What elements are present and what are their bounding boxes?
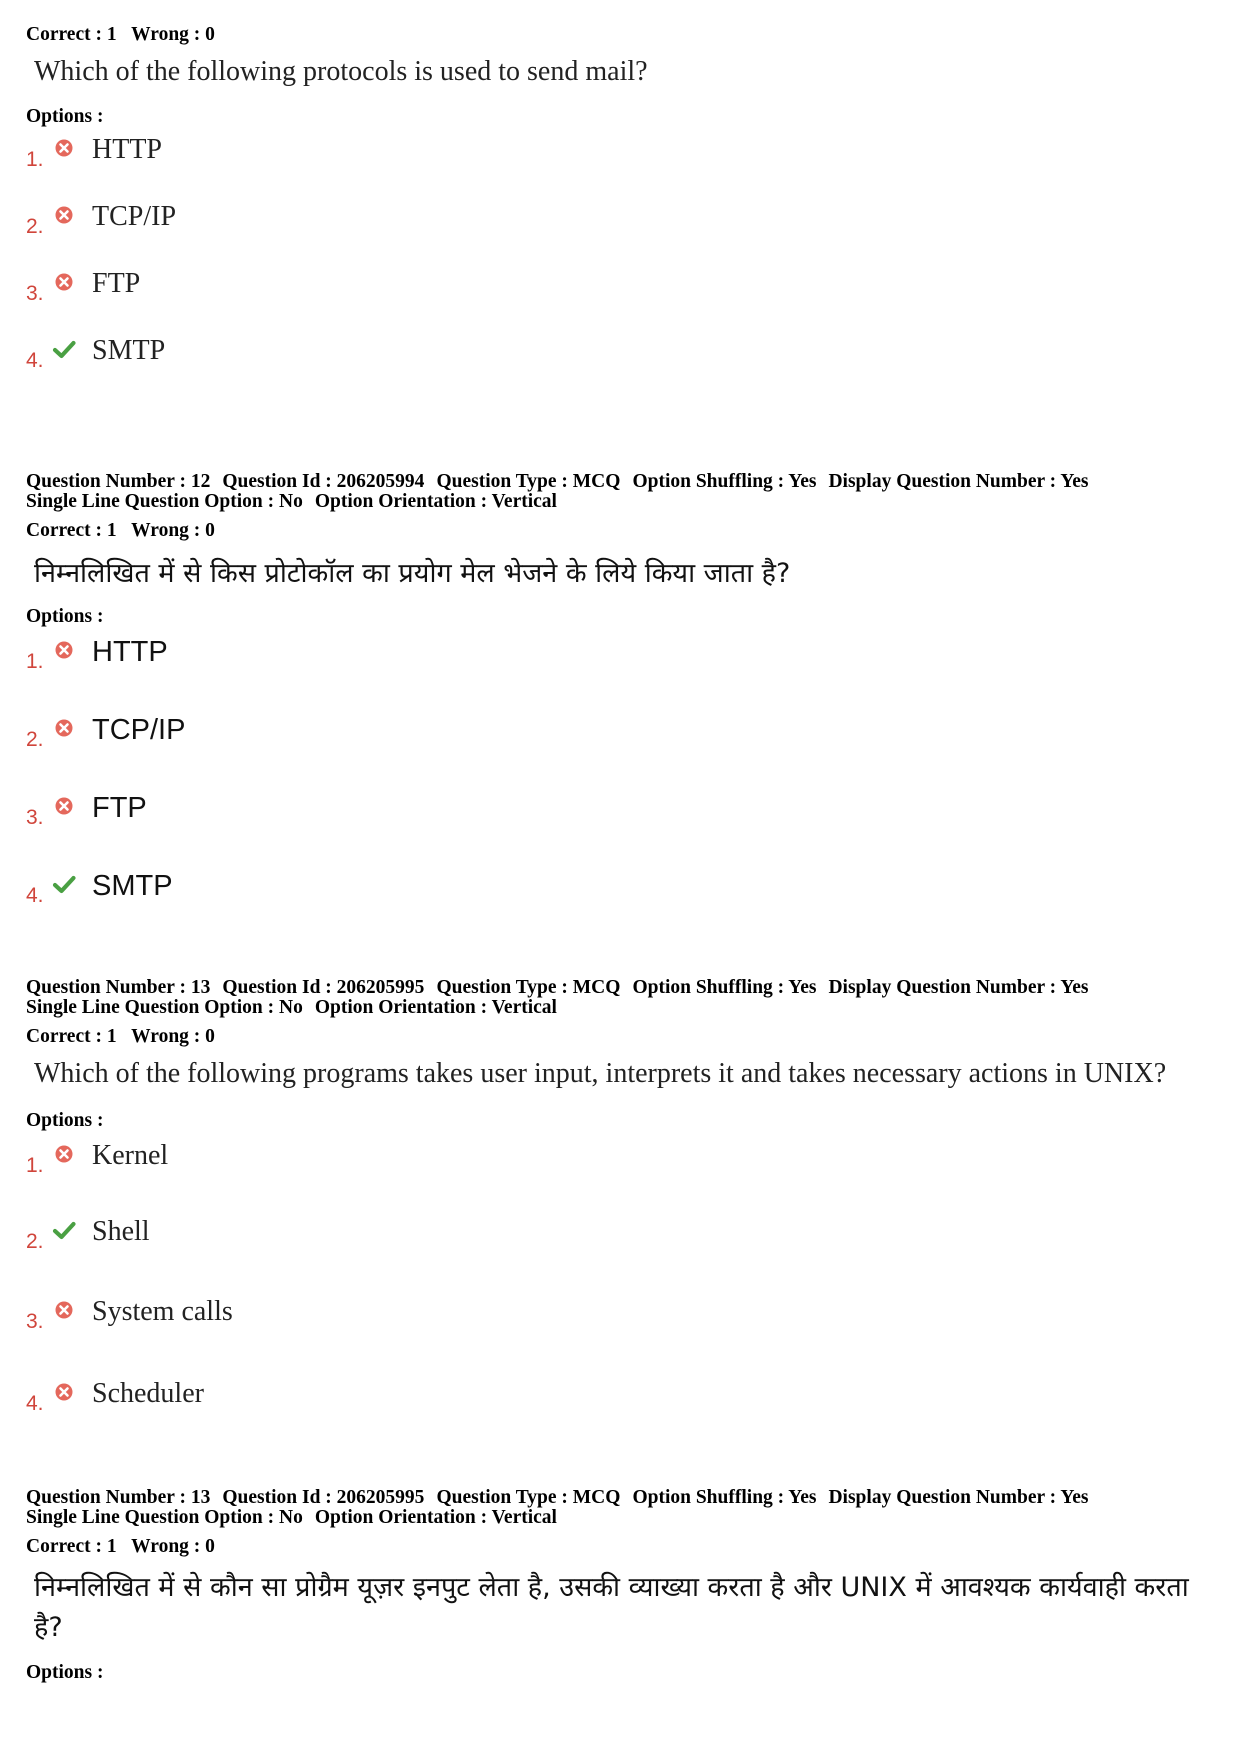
- check-icon: [52, 872, 76, 896]
- cross-icon: [52, 638, 76, 662]
- cross-icon: [52, 794, 76, 818]
- option-number: 1.: [26, 650, 44, 673]
- option-item: [26, 201, 626, 241]
- option-number: 3.: [26, 806, 44, 829]
- question-type: Question Type : MCQ: [436, 1487, 621, 1508]
- cross-icon: [52, 1380, 76, 1404]
- option-orientation: Option Orientation : Vertical: [314, 1507, 557, 1528]
- question-meta: [26, 472, 1216, 492]
- option-text: HTTP: [92, 636, 168, 668]
- option-text: System calls: [92, 1296, 233, 1327]
- option-orientation: Option Orientation : Vertical: [314, 997, 557, 1018]
- option-number: 4.: [26, 1392, 44, 1415]
- option-number: 2.: [26, 1230, 44, 1253]
- question-type: Question Type : MCQ: [436, 471, 621, 492]
- wrong-score: Wrong : 0: [131, 1026, 215, 1047]
- options-label: Options :: [26, 1110, 104, 1131]
- option-item: [26, 268, 626, 308]
- option-item: [26, 134, 626, 174]
- cross-icon: [52, 716, 76, 740]
- option-number: 2.: [26, 728, 44, 751]
- option-text: HTTP: [92, 134, 162, 165]
- option-text: TCP/IP: [92, 201, 177, 232]
- correct-score: Correct : 1: [26, 24, 117, 45]
- option-number: 4.: [26, 349, 44, 372]
- option-orientation: Option Orientation : Vertical: [314, 491, 557, 512]
- question-meta-line2: [26, 998, 1216, 1018]
- option-shuffling: Option Shuffling : Yes: [632, 1487, 817, 1508]
- question-meta-line2: [26, 1508, 1216, 1528]
- option-item: [26, 1378, 626, 1418]
- option-text: TCP/IP: [92, 714, 186, 746]
- option-shuffling: Option Shuffling : Yes: [632, 977, 817, 998]
- correct-score: Correct : 1: [26, 1536, 117, 1557]
- question-number: Question Number : 12: [26, 471, 211, 492]
- question-id: Question Id : 206205994: [222, 471, 425, 492]
- wrong-score: Wrong : 0: [131, 1536, 215, 1557]
- option-item: [26, 870, 626, 910]
- option-item: [26, 636, 626, 676]
- correct-score: Correct : 1: [26, 520, 117, 541]
- option-text: Shell: [92, 1216, 150, 1247]
- score-line: [26, 1026, 1216, 1048]
- option-number: 1.: [26, 1154, 44, 1177]
- question-text: Which of the following protocols is used to send mail?: [34, 56, 648, 87]
- option-text: Kernel: [92, 1140, 169, 1171]
- display-question-number: Display Question Number : Yes: [828, 977, 1089, 998]
- question-meta: [26, 1488, 1216, 1508]
- option-text: SMTP: [92, 335, 166, 366]
- option-text: Scheduler: [92, 1378, 204, 1409]
- option-text: FTP: [92, 792, 147, 824]
- single-line-option: Single Line Question Option : No: [26, 491, 303, 512]
- display-question-number: Display Question Number : Yes: [828, 1487, 1089, 1508]
- wrong-score: Wrong : 0: [131, 24, 215, 45]
- option-text: FTP: [92, 268, 141, 299]
- question-type: Question Type : MCQ: [436, 977, 621, 998]
- check-icon: [52, 1218, 76, 1242]
- option-number: 4.: [26, 884, 44, 907]
- single-line-option: Single Line Question Option : No: [26, 997, 303, 1018]
- question-text: निम्नलिखित में से कौन सा प्रोग्रैम यूज़र इनपुट लेता है, उसकी व्याख्या करता है और UNIX में आवश्यक कार्यवाही करता है?: [34, 1572, 1189, 1643]
- option-number: 1.: [26, 148, 44, 171]
- correct-score: Correct : 1: [26, 1026, 117, 1047]
- option-number: 2.: [26, 215, 44, 238]
- score-line: [26, 24, 1216, 46]
- question-id: Question Id : 206205995: [222, 977, 425, 998]
- single-line-option: Single Line Question Option : No: [26, 1507, 303, 1528]
- display-question-number: Display Question Number : Yes: [828, 471, 1089, 492]
- option-number: 3.: [26, 282, 44, 305]
- question-meta: [26, 978, 1216, 998]
- wrong-score: Wrong : 0: [131, 520, 215, 541]
- option-item: [26, 335, 626, 375]
- score-line: [26, 520, 1216, 542]
- question-text: Which of the following programs takes user input, interprets it and takes necessary actions in UNIX?: [34, 1058, 1167, 1089]
- option-number: 3.: [26, 1310, 44, 1333]
- question-number: Question Number : 13: [26, 1487, 211, 1508]
- cross-icon: [52, 136, 76, 160]
- cross-icon: [52, 1298, 76, 1322]
- cross-icon: [52, 203, 76, 227]
- option-item: [26, 714, 626, 754]
- option-item: [26, 1216, 626, 1256]
- option-item: [26, 1296, 626, 1336]
- cross-icon: [52, 1142, 76, 1166]
- options-label: Options :: [26, 606, 104, 627]
- option-item: [26, 1140, 626, 1180]
- question-id: Question Id : 206205995: [222, 1487, 425, 1508]
- option-shuffling: Option Shuffling : Yes: [632, 471, 817, 492]
- question-meta-line2: [26, 492, 1216, 512]
- score-line: [26, 1536, 1216, 1558]
- option-item: [26, 792, 626, 832]
- options-label: Options :: [26, 106, 104, 127]
- question-text: निम्नलिखित में से किस प्रोटोकॉल का प्रयोग मेल भेजने के लिये किया जाता है?: [34, 558, 791, 589]
- question-number: Question Number : 13: [26, 977, 211, 998]
- check-icon: [52, 337, 76, 361]
- cross-icon: [52, 270, 76, 294]
- option-text: SMTP: [92, 870, 173, 902]
- options-label: Options :: [26, 1662, 104, 1683]
